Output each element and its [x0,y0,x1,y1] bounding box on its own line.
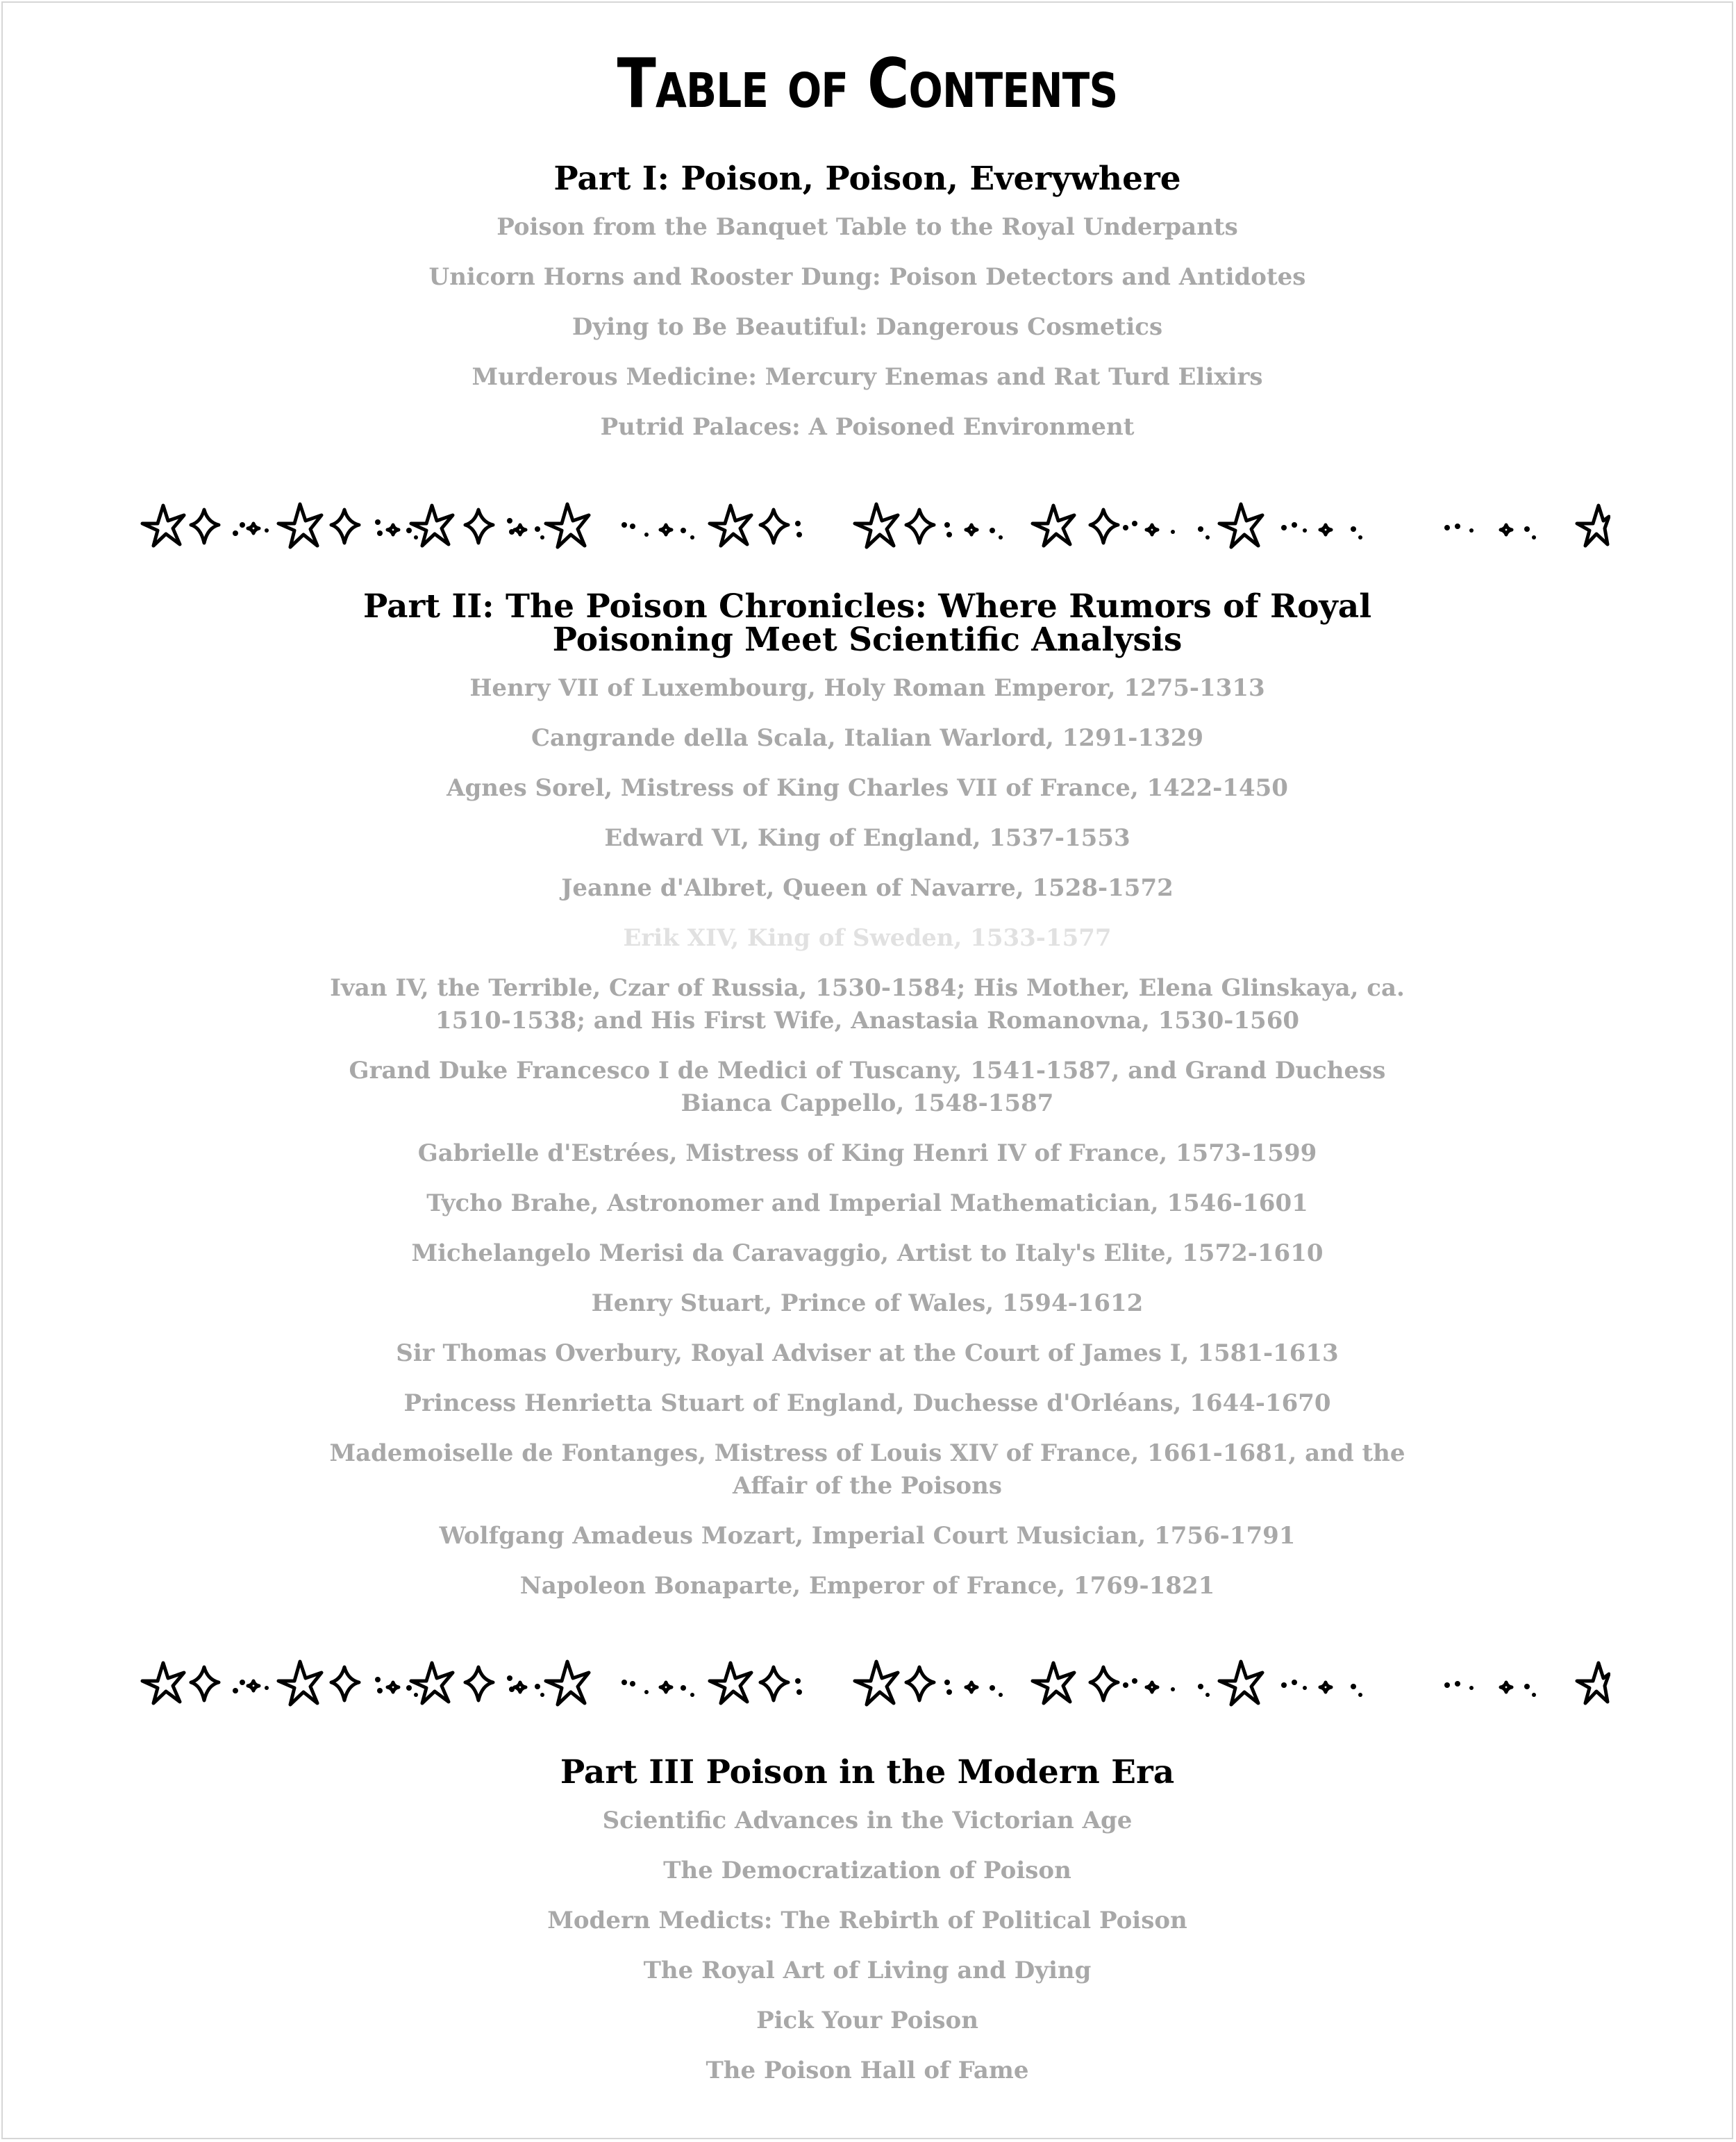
toc-entry[interactable]: Grand Duke Francesco I de Medici of Tuscany, 1541-1587, and Grand Duchess Bianca Cappello, 1548-1587 [349,1057,1386,1117]
part-1-section [3,162,1732,444]
toc-entry[interactable]: Mademoiselle de Fontanges, Mistress of Louis XIV of France, 1661-1681, and the Affair of the Poisons [329,1439,1405,1500]
toc-entry[interactable]: Scientific Advances in the Victorian Age [602,1807,1133,1834]
toc-entry[interactable]: Jeanne d'Albret, Queen of Navarre, 1528-1572 [561,874,1174,902]
toc-page [1,1,1733,2139]
part-heading: Part III Poison in the Modern Era [560,1753,1175,1791]
page-title: Table of Contents [617,44,1118,124]
toc-entry[interactable]: Napoleon Bonaparte, Emperor of France, 1769-1821 [519,1572,1215,1600]
toc-entry[interactable]: Edward VI, King of England, 1537-1553 [604,824,1130,852]
toc-entry[interactable]: Gabrielle d'Estrées, Mistress of King Henri IV of France, 1573-1599 [417,1139,1317,1167]
toc-entry[interactable]: Sir Thomas Overbury, Royal Adviser at the Court of James I, 1581-1613 [396,1339,1339,1367]
part-heading: Part I: Poison, Poison, Everywhere [553,160,1181,198]
toc-entry[interactable]: Wolfgang Amadeus Mozart, Imperial Court Musician, 1756-1791 [439,1522,1296,1550]
toc-entry[interactable]: Princess Henrietta Stuart of England, Duchesse d'Orléans, 1644-1670 [403,1389,1331,1417]
star-divider-icon [131,1646,1610,1716]
toc-entry[interactable]: Poison from the Banquet Table to the Royal Underpants [496,213,1238,241]
toc-entry[interactable]: Modern Medicts: The Rebirth of Political Poison [547,1907,1187,1934]
toc-entry[interactable]: Cangrande della Scala, Italian Warlord, 1291-1329 [531,724,1204,752]
toc-entry[interactable]: Tycho Brahe, Astronomer and Imperial Mathematician, 1546-1601 [426,1189,1308,1217]
part-heading: Part II: The Poison Chronicles: Where Rumors of Royal Poisoning Meet Scientific Analysis [362,587,1372,659]
part-3-section [3,1753,1732,2087]
star-divider-icon [131,489,1610,558]
toc-entry[interactable]: Ivan IV, the Terrible, Czar of Russia, 1530-1584; His Mother, Elena Glinskaya, ca. 1510-1538; and His First Wife, Anastasia Romanovna, 1530-1560 [330,974,1405,1035]
toc-entry[interactable]: The Poison Hall of Fame [706,2057,1029,2084]
toc-entry[interactable]: Murderous Medicine: Mercury Enemas and Rat Turd Elixirs [471,363,1263,391]
toc-entry[interactable]: Unicorn Horns and Rooster Dung: Poison Detectors and Antidotes [428,263,1306,291]
toc-entry[interactable]: Pick Your Poison [756,2007,978,2034]
toc-entry[interactable]: Erik XIV, King of Sweden, 1533-1577 [623,924,1112,952]
toc-entry[interactable]: The Democratization of Poison [663,1857,1071,1884]
toc-entry[interactable]: Agnes Sorel, Mistress of King Charles VII of France, 1422-1450 [446,774,1288,802]
part-2-section [3,587,1732,1603]
toc-entry[interactable]: Dying to Be Beautiful: Dangerous Cosmetics [571,313,1163,341]
toc-entry[interactable]: The Royal Art of Living and Dying [643,1957,1092,1984]
toc-entry[interactable]: Michelangelo Merisi da Caravaggio, Artist to Italy's Elite, 1572-1610 [411,1239,1324,1267]
toc-entry[interactable]: Henry Stuart, Prince of Wales, 1594-1612 [591,1289,1144,1317]
toc-entry[interactable]: Putrid Palaces: A Poisoned Environment [600,413,1135,441]
toc-entry[interactable]: Henry VII of Luxembourg, Holy Roman Emperor, 1275-1313 [469,674,1265,702]
